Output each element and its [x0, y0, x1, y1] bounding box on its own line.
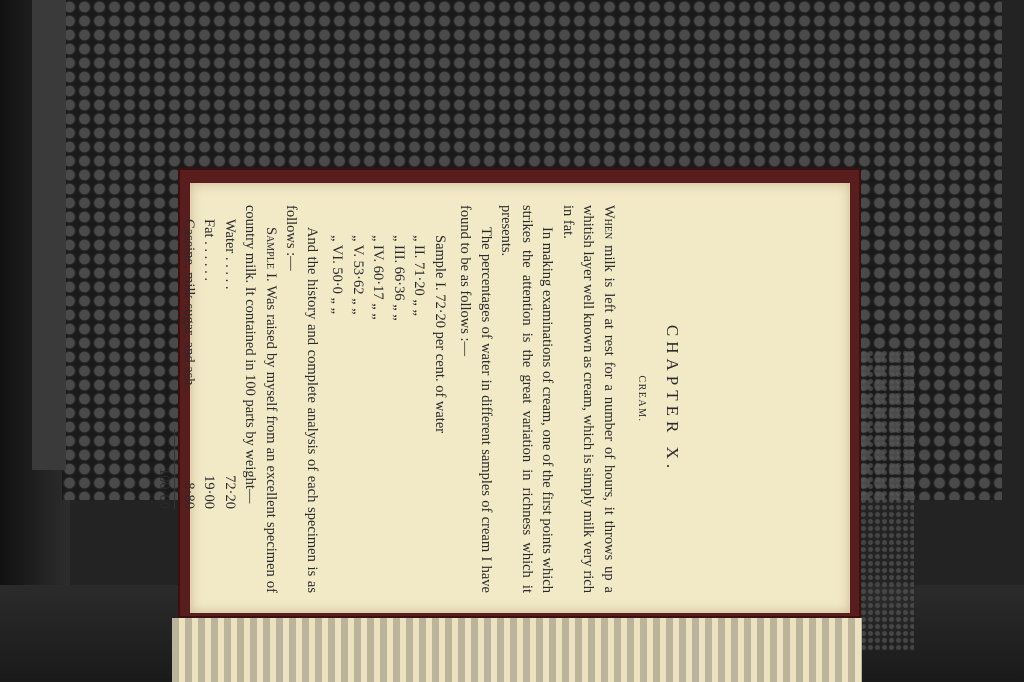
analysis-table [154, 219, 240, 593]
paragraph-3: The percentages of water in different samples of cream I have found to be as follows :— [457, 205, 494, 593]
facing-page-text-lines [172, 618, 862, 682]
sample-line: Sample I. 72·20 per cent. of water [432, 235, 448, 434]
mat-edge-strip [32, 0, 66, 470]
paragraph-4: And the history and complete analysis of each specimen is as follows :— [283, 205, 320, 593]
analysis-value: 19·00 [201, 475, 218, 509]
page-text-block [156, 191, 840, 605]
section-subheading: CREAM. [636, 375, 648, 423]
sample-line: „ V. 53·62 „ „ [350, 235, 366, 315]
paragraph-2: In making examinations of cream, one of the first points which strikes the attention is the great variation in richness which it presents. [498, 205, 556, 593]
analysis-label: Water . . . . . [222, 219, 238, 290]
mesh-texture [860, 350, 914, 650]
analysis-total: 100·00 [156, 467, 173, 509]
analysis-label: Fat . . . . . . [201, 219, 218, 282]
paragraph-5 [240, 205, 281, 593]
facing-page [172, 618, 862, 682]
paragraph-5-lead: Sample [263, 227, 279, 269]
book-page [156, 183, 850, 613]
paragraph-1-text: milk is left at rest for a number of hours, it throws up a whitish layer well known as cream, which is simply milk very rich in fat. [560, 205, 617, 593]
chapter-heading: CHAPTER X. [663, 324, 682, 474]
sample-line: „ II. 71·20 „ „ [411, 235, 428, 316]
samples-list [327, 235, 450, 593]
analysis-value: 8·80 [181, 482, 197, 509]
sample-line: „ VI. 50·0 „ „ [329, 235, 346, 315]
analysis-spacer [154, 219, 175, 429]
analysis-value: 72·20 [222, 475, 238, 509]
total-rule [175, 429, 176, 509]
paragraph-1 [558, 205, 620, 593]
analysis-label: Caseine, milk-sugar, and ash . [181, 219, 197, 393]
sample-line: „ III. 66·36 „ „ [391, 235, 407, 321]
paragraph-5-text: I. Was raised by myself from an excellent specimen of country milk. It contained in 100 parts by weight— [242, 205, 279, 593]
sample-line: „ IV. 60·17 „ „ [370, 235, 387, 320]
paragraph-1-lead: When [601, 205, 617, 240]
